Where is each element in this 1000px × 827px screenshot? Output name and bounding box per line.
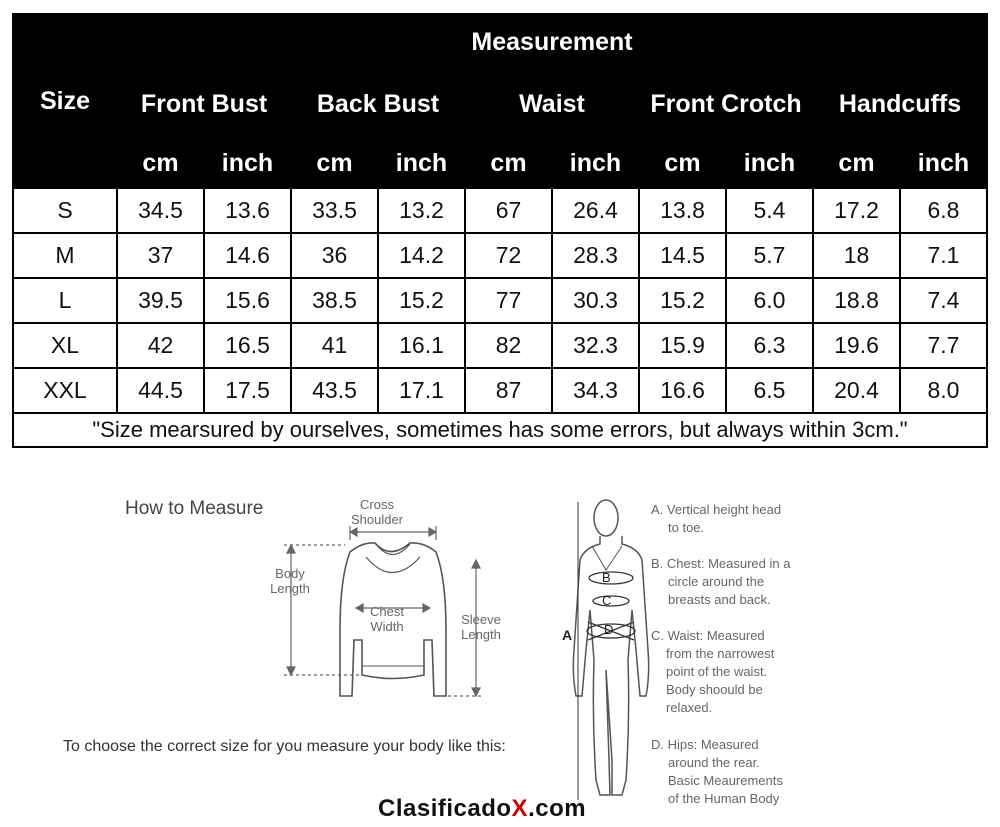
size-label: M bbox=[13, 233, 117, 278]
measurement-note: "Size mearsured by ourselves, sometimes has some errors, but always within 3cm." bbox=[13, 413, 987, 447]
measurement-cell: 6.3 bbox=[726, 323, 813, 368]
measurement-cell: 36 bbox=[291, 233, 378, 278]
note-line: to toe. bbox=[668, 520, 705, 535]
measurement-cell: 18 bbox=[813, 233, 900, 278]
how-to-measure-title: How to Measure bbox=[125, 498, 264, 519]
label-line: Cross bbox=[360, 497, 394, 512]
measurement-cell: 15.9 bbox=[639, 323, 726, 368]
label-line: Body bbox=[275, 566, 305, 581]
measurement-cell: 15.2 bbox=[639, 278, 726, 323]
measurement-cell: 41 bbox=[291, 323, 378, 368]
label-line: Shoulder bbox=[350, 512, 404, 527]
note-a bbox=[651, 501, 781, 537]
size-row bbox=[13, 233, 987, 278]
measurement-cell: 8.0 bbox=[900, 368, 987, 413]
measurement-cell: 43.5 bbox=[291, 368, 378, 413]
measurement-cell: 14.5 bbox=[639, 233, 726, 278]
size-label: L bbox=[13, 278, 117, 323]
note-line: around the rear. bbox=[668, 755, 760, 770]
measurement-cell: 13.6 bbox=[204, 188, 291, 233]
measurement-cell: 39.5 bbox=[117, 278, 204, 323]
note-line: C. Waist: Measured bbox=[651, 628, 765, 643]
unit-header: cm bbox=[639, 138, 726, 188]
category-header: Handcuffs bbox=[813, 70, 987, 138]
size-label: XXL bbox=[13, 368, 117, 413]
size-row bbox=[13, 188, 987, 233]
unit-header: inch bbox=[900, 138, 987, 188]
measurement-cell: 7.4 bbox=[900, 278, 987, 323]
measurement-cell: 38.5 bbox=[291, 278, 378, 323]
measurement-cell: 16.1 bbox=[378, 323, 465, 368]
label-line: Sleeve bbox=[461, 612, 501, 627]
measurement-cell: 44.5 bbox=[117, 368, 204, 413]
measurement-cell: 19.6 bbox=[813, 323, 900, 368]
measurement-cell: 6.5 bbox=[726, 368, 813, 413]
note-line: Body shoould be bbox=[666, 682, 763, 697]
watermark-prefix: Clasificado bbox=[378, 795, 512, 822]
label-line: Length bbox=[461, 627, 501, 642]
marker-a: A bbox=[562, 627, 573, 643]
measurement-cell: 7.1 bbox=[900, 233, 987, 278]
size-label: S bbox=[13, 188, 117, 233]
label-line: Width bbox=[370, 619, 404, 634]
unit-header: cm bbox=[813, 138, 900, 188]
category-header: Back Bust bbox=[291, 70, 465, 138]
measurement-cell: 5.4 bbox=[726, 188, 813, 233]
note-line: point of the waist. bbox=[666, 664, 768, 679]
label-line: Chest bbox=[370, 604, 404, 619]
watermark-accent: X bbox=[511, 795, 529, 822]
human-body-figure bbox=[573, 500, 648, 795]
note-d bbox=[651, 736, 783, 808]
unit-header: cm bbox=[465, 138, 552, 188]
measurement-cell: 14.6 bbox=[204, 233, 291, 278]
measurement-cell: 67 bbox=[465, 188, 552, 233]
note-line: breasts and back. bbox=[668, 592, 771, 607]
measurement-cell: 13.8 bbox=[639, 188, 726, 233]
watermark-suffix: .com bbox=[528, 795, 587, 822]
measurement-cell: 6.0 bbox=[726, 278, 813, 323]
measurement-cell: 20.4 bbox=[813, 368, 900, 413]
measurement-cell: 30.3 bbox=[552, 278, 639, 323]
label-line: Length bbox=[270, 581, 310, 596]
measurement-cell: 17.1 bbox=[378, 368, 465, 413]
chest-width-label bbox=[360, 604, 414, 634]
measurement-cell: 28.3 bbox=[552, 233, 639, 278]
note-line: B. Chest: Measured in a bbox=[651, 556, 791, 571]
measurement-cell: 6.8 bbox=[900, 188, 987, 233]
measurement-cell: 15.6 bbox=[204, 278, 291, 323]
body-length-arrow bbox=[284, 545, 362, 675]
measurement-cell: 16.5 bbox=[204, 323, 291, 368]
unit-header: cm bbox=[291, 138, 378, 188]
unit-header: cm bbox=[117, 138, 204, 188]
size-row bbox=[13, 323, 987, 368]
measurement-cell: 87 bbox=[465, 368, 552, 413]
note-line: circle around the bbox=[668, 574, 765, 589]
size-row bbox=[13, 368, 987, 413]
note-line: of the Human Body bbox=[668, 791, 780, 806]
measurement-cell: 77 bbox=[465, 278, 552, 323]
sleeve-length-label bbox=[454, 612, 508, 642]
measurement-cell: 16.6 bbox=[639, 368, 726, 413]
measurement-header: Measurement bbox=[117, 14, 987, 70]
measurement-cell: 37 bbox=[117, 233, 204, 278]
measurement-cell: 13.2 bbox=[378, 188, 465, 233]
measurement-cell: 34.5 bbox=[117, 188, 204, 233]
size-chart-table bbox=[12, 13, 988, 448]
measurement-cell: 72 bbox=[465, 233, 552, 278]
measure-instruction: To choose the correct size for you measure your body like this: bbox=[63, 738, 506, 755]
size-label: XL bbox=[13, 323, 117, 368]
watermark-logo bbox=[378, 795, 586, 823]
measurement-cell: 17.5 bbox=[204, 368, 291, 413]
cross-shoulder-arrow bbox=[350, 526, 436, 540]
unit-header: inch bbox=[204, 138, 291, 188]
category-header: Waist bbox=[465, 70, 639, 138]
cross-shoulder-label bbox=[346, 497, 408, 527]
marker-d: D bbox=[604, 622, 614, 637]
note-line: A. Vertical height head bbox=[651, 502, 782, 517]
note-c bbox=[651, 627, 774, 717]
size-column-header: Size bbox=[13, 14, 117, 188]
marker-b: B bbox=[602, 570, 611, 585]
measurement-cell: 18.8 bbox=[813, 278, 900, 323]
measurement-cell: 82 bbox=[465, 323, 552, 368]
category-header: Front Crotch bbox=[639, 70, 813, 138]
note-line: Basic Meaurements bbox=[668, 773, 783, 788]
note-line: from the narrowest bbox=[666, 646, 775, 661]
measurement-cell: 7.7 bbox=[900, 323, 987, 368]
measurement-cell: 17.2 bbox=[813, 188, 900, 233]
size-row bbox=[13, 278, 987, 323]
note-line: D. Hips: Measured bbox=[651, 737, 759, 752]
measurement-cell: 14.2 bbox=[378, 233, 465, 278]
marker-c: C bbox=[602, 593, 612, 608]
measurement-cell: 34.3 bbox=[552, 368, 639, 413]
unit-header: inch bbox=[726, 138, 813, 188]
how-to-measure-guide bbox=[0, 460, 1000, 827]
unit-header: inch bbox=[552, 138, 639, 188]
note-b bbox=[651, 555, 790, 609]
measurement-cell: 5.7 bbox=[726, 233, 813, 278]
note-line: relaxed. bbox=[666, 700, 713, 715]
measurement-cell: 26.4 bbox=[552, 188, 639, 233]
measurement-cell: 33.5 bbox=[291, 188, 378, 233]
unit-header: inch bbox=[378, 138, 465, 188]
category-header: Front Bust bbox=[117, 70, 291, 138]
measurement-cell: 15.2 bbox=[378, 278, 465, 323]
measurement-cell: 32.3 bbox=[552, 323, 639, 368]
measurement-cell: 42 bbox=[117, 323, 204, 368]
body-length-label bbox=[266, 566, 314, 596]
